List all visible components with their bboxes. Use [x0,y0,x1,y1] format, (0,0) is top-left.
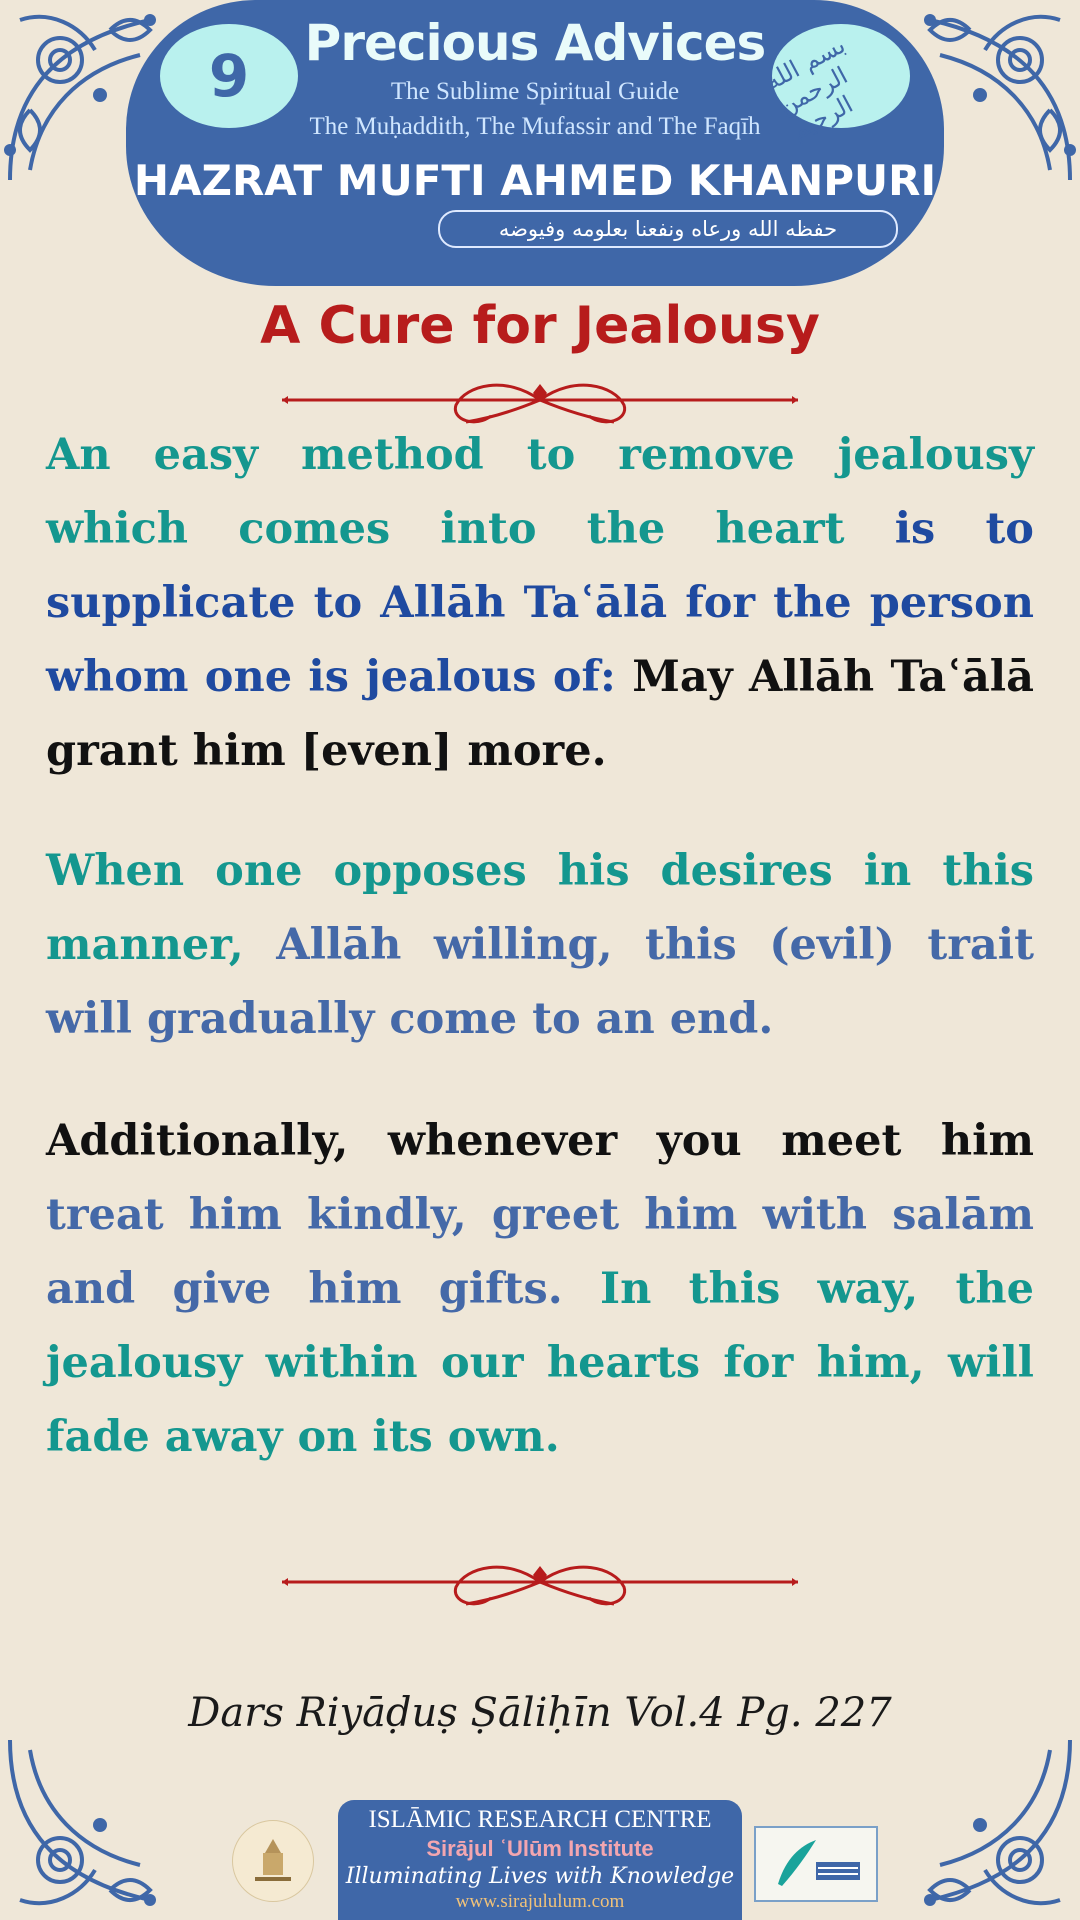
paragraph-2 [46,834,1034,1056]
research-centre-logo [754,1826,878,1902]
paragraph-3-part-a: Additionally, whenever you meet him [46,1116,1034,1166]
paragraph-2-part-b: Allāh willing, this (evil) trait will gradually come to an end. [46,920,1034,1044]
institute-logo [232,1820,314,1902]
paragraph-1-part-b: is to supplicate to Allāh Taʿālā for the person whom one is jealous of: [46,504,1034,702]
paragraph-1-part-c: May Allāh Taʿālā grant him [even] more. [46,652,1034,776]
source-reference: Dars Riyāḍuṣ Ṣāliḥīn Vol.4 Pg. 227 [188,1690,892,1736]
footer-institute-name: Sirājul ʿUlūm Institute [426,1836,654,1861]
footer-tagline: Illuminating Lives with Knowledge [345,1864,735,1889]
lamp-icon [233,1821,313,1901]
ornamental-divider [276,1562,804,1612]
floral-corner-ornament [890,1730,1080,1920]
paragraph-3-part-c: In this way, the jealousy within our hearts for him, will fade away on its own. [46,1264,1034,1462]
footer-banner [338,1800,742,1920]
paragraph-3 [46,1104,1034,1474]
quill-book-icon [756,1828,876,1900]
paragraph-1 [46,418,1034,788]
floral-corner-ornament [0,1730,190,1920]
paragraph-3-part-b: treat him kindly, greet him with salām and give him gifts. [46,1190,1034,1314]
page-title: A Cure for Jealousy [260,296,820,356]
bismillah-calligraphy: بسم الله الرحمن الرحيم [760,30,858,146]
header-subtitle-2: The Muḥaddith, The Mufassir and The Faqīh [309,113,761,140]
paragraph-2-part-a: When one opposes his desires in this manner, [46,846,1034,970]
arabic-prayer: حفظه الله ورعاه ونفعنا بعلومه وفيوضه [438,210,898,248]
badge-number: 9 [208,42,250,110]
header-subtitle-1: The Sublime Spiritual Guide [390,78,680,105]
series-title: Precious Advices [304,14,766,72]
footer-centre-name: ISLĀMIC RESEARCH CENTRE [368,1806,712,1833]
scholar-name: HAZRAT MUFTI AHMED KHANPURI [133,156,937,205]
paragraph-1-part-a: An easy method to remove jealousy which comes into the heart [46,430,1034,554]
header-banner [126,0,944,286]
footer-website-link[interactable]: www.sirajululum.com [455,1891,625,1912]
